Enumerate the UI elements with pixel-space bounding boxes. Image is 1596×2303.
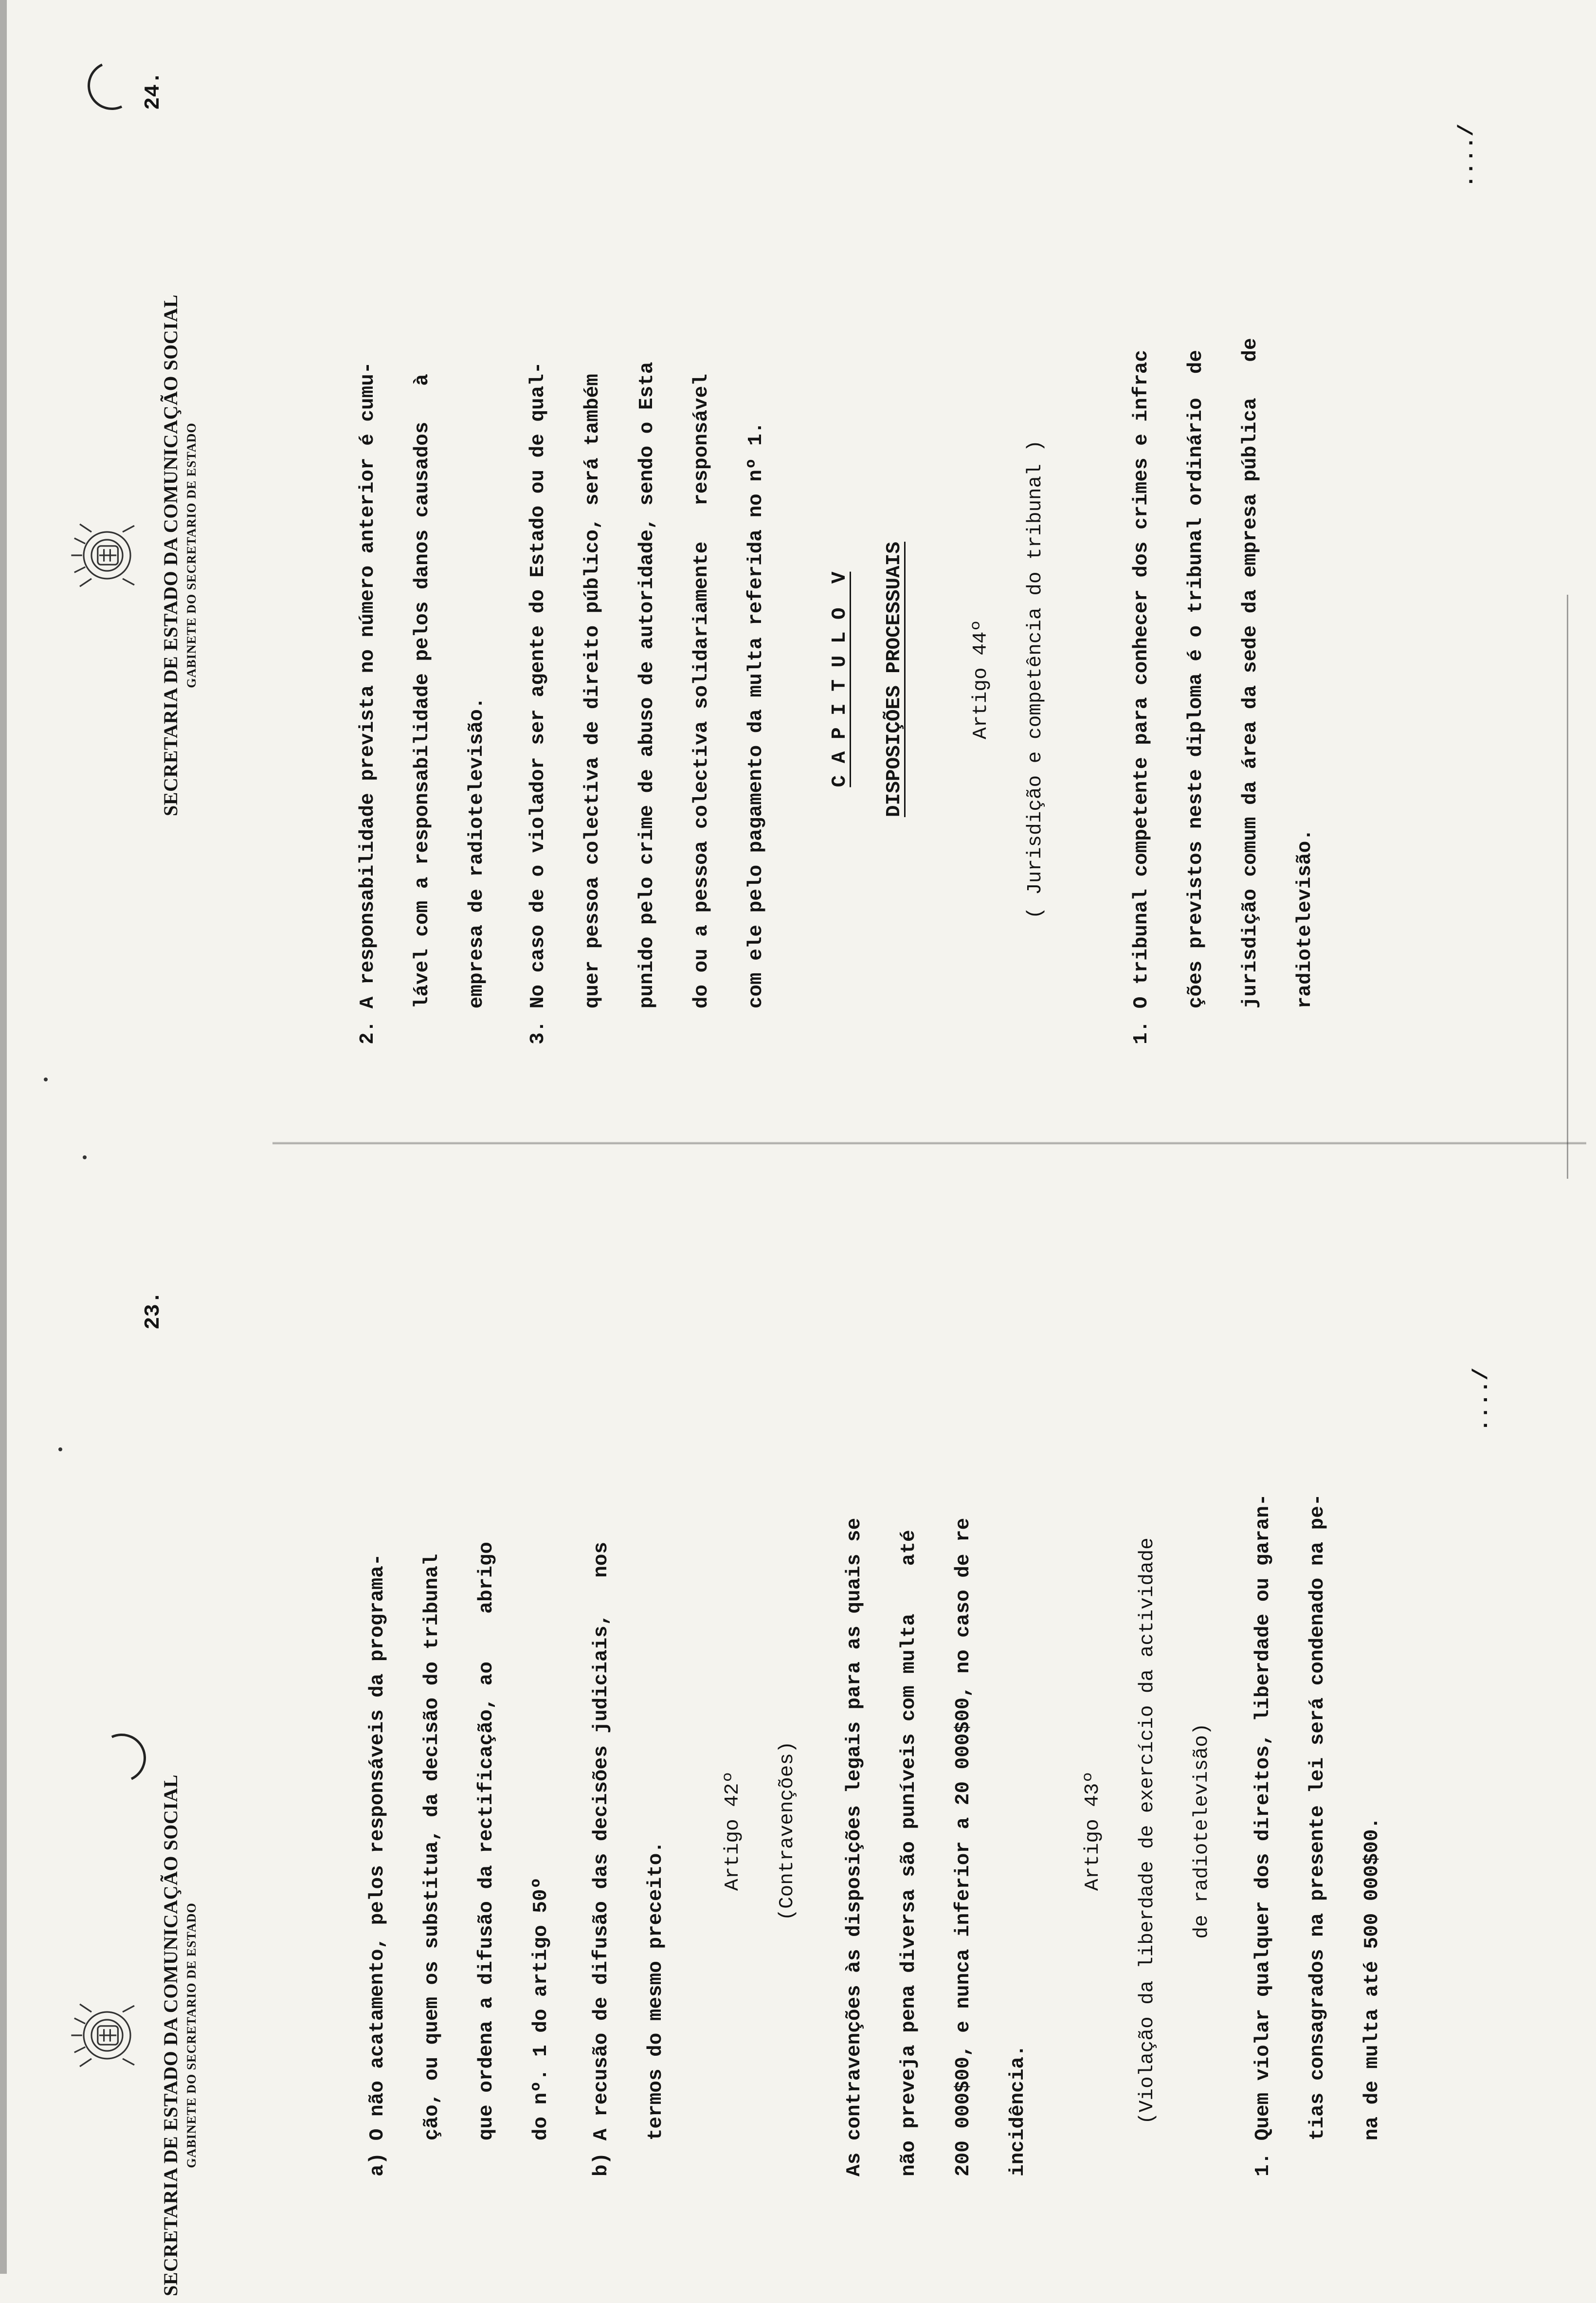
article-subtitle: (Violação da liberdade de exercício da actividade xyxy=(1136,1537,1159,2124)
text-line: com ele pelo pagamento da multa referida no nº 1. xyxy=(745,421,767,1044)
page-number: 23. xyxy=(141,1291,165,1330)
page-number: 24. xyxy=(141,71,165,110)
text-line: 1. Quem violar qualquer dos direitos, liberdade ou garan- xyxy=(1252,1494,1274,2176)
article-title: Artigo 42º xyxy=(722,1771,744,1891)
page-24 xyxy=(0,0,1596,1137)
agency-name: SECRETARIA DE ESTADO DA COMUNICAÇÃO SOCIAL xyxy=(160,1774,181,2296)
page-fold xyxy=(272,1142,1586,1145)
article-subtitle: ( Jurisdição e competência do tribunal ) xyxy=(1024,439,1047,919)
article-subtitle: (Contravenções) xyxy=(776,1741,798,1921)
item-3 xyxy=(511,362,783,1044)
text-line: radiotelevisão. xyxy=(1294,829,1316,1044)
article-42-heading xyxy=(706,1485,815,2176)
chapter-heading xyxy=(813,314,922,1044)
text-line: não preveja pena diversa são puníveis com multa até xyxy=(898,1530,920,2176)
text-line: ções previstos neste diploma é o tribunal ordinário de xyxy=(1185,349,1207,1044)
text-line: 1. O tribunal competente para conhecer dos crimes e infrac xyxy=(1130,349,1153,1044)
text-line: do ou a pessoa colectiva solidariamente responsável xyxy=(690,374,713,1044)
text-line: tias consagrados na presente lei será condenado na pe- xyxy=(1306,1494,1329,2176)
item-a xyxy=(350,1542,568,2176)
text-line: a) O não acatamento, pelos responsáveis da programa- xyxy=(366,1554,389,2176)
text-line: 2. A responsabilidade prevista no número anterior é cumu- xyxy=(357,362,379,1044)
article-44-body xyxy=(1114,338,1332,1044)
scan-artifact xyxy=(1567,595,1568,1179)
text-line: termos do mesmo preceito. xyxy=(645,1841,667,2176)
punch-mark xyxy=(91,1727,153,1789)
article-title: Artigo 43º xyxy=(1082,1771,1104,1891)
text-line: do nº. 1 do artigo 50º xyxy=(530,1877,552,2176)
continuation-mark: ..../ xyxy=(1469,1367,1494,1432)
text-line: empresa de radiotelevisão. xyxy=(466,697,488,1044)
article-title: Artigo 44º xyxy=(970,619,992,740)
article-subtitle: de radiotelevisão) xyxy=(1191,1723,1213,1939)
text-line: na de multa até 500 000$00. xyxy=(1361,1817,1383,2176)
text-line: As contravenções às disposições legais para as quais se xyxy=(843,1517,866,2176)
chapter-title: DISPOSIÇÕES PROCESSUAIS xyxy=(883,542,906,817)
continuation-mark: ..../ xyxy=(1455,123,1479,188)
cabinet-name: GABINETE DO SECRETARIO DE ESTADO xyxy=(184,1902,199,2168)
chapter-number: C A P I T U L O V xyxy=(829,571,851,787)
agency-heading xyxy=(161,1768,198,2303)
item-b xyxy=(574,1542,683,2176)
scan-speck xyxy=(44,1078,48,1081)
text-line: 200 000$00, e nunca inferior a 20 000$00, no caso de re xyxy=(952,1517,975,2176)
text-line: jurisdição comum da área da sede da empresa pública de xyxy=(1239,338,1262,1044)
coat-of-arms-icon xyxy=(68,1996,146,2074)
text-line: 3. No caso de o violador ser agente do Estado ou de qual- xyxy=(527,362,549,1044)
text-line: que ordena a difusão da rectificação, ao abrigo xyxy=(475,1541,498,2176)
page-23 xyxy=(0,1137,1596,2296)
article-44-heading xyxy=(954,314,1063,1044)
text-line: ção, ou quem os substitua, da decisão do tribunal xyxy=(421,1554,443,2176)
article-42-body xyxy=(827,1518,1045,2176)
coat-of-arms-icon xyxy=(68,516,146,594)
scan-speck xyxy=(83,1155,87,1159)
scan-speck xyxy=(58,1447,62,1451)
article-43-heading xyxy=(1066,1485,1229,2176)
cabinet-name: GABINETE DO SECRETARIO DE ESTADO xyxy=(184,422,199,688)
text-line: punido pelo crime de abuso de autoridade, sendo o Esta xyxy=(636,362,658,1044)
article-43-body xyxy=(1236,1494,1399,2176)
punch-mark xyxy=(81,55,143,117)
item-2 xyxy=(341,362,504,1044)
text-line: lável com a responsabilidade pelos danos causados à xyxy=(411,374,434,1044)
agency-heading xyxy=(161,288,198,823)
agency-name: SECRETARIA DE ESTADO DA COMUNICAÇÃO SOCIAL xyxy=(160,294,181,816)
text-line: incidência. xyxy=(1007,2045,1029,2176)
text-line: quer pessoa colectiva de direito público, será também xyxy=(581,374,604,1044)
text-line: b) A recusão de difusão das decisões judiciais, nos xyxy=(590,1541,613,2176)
